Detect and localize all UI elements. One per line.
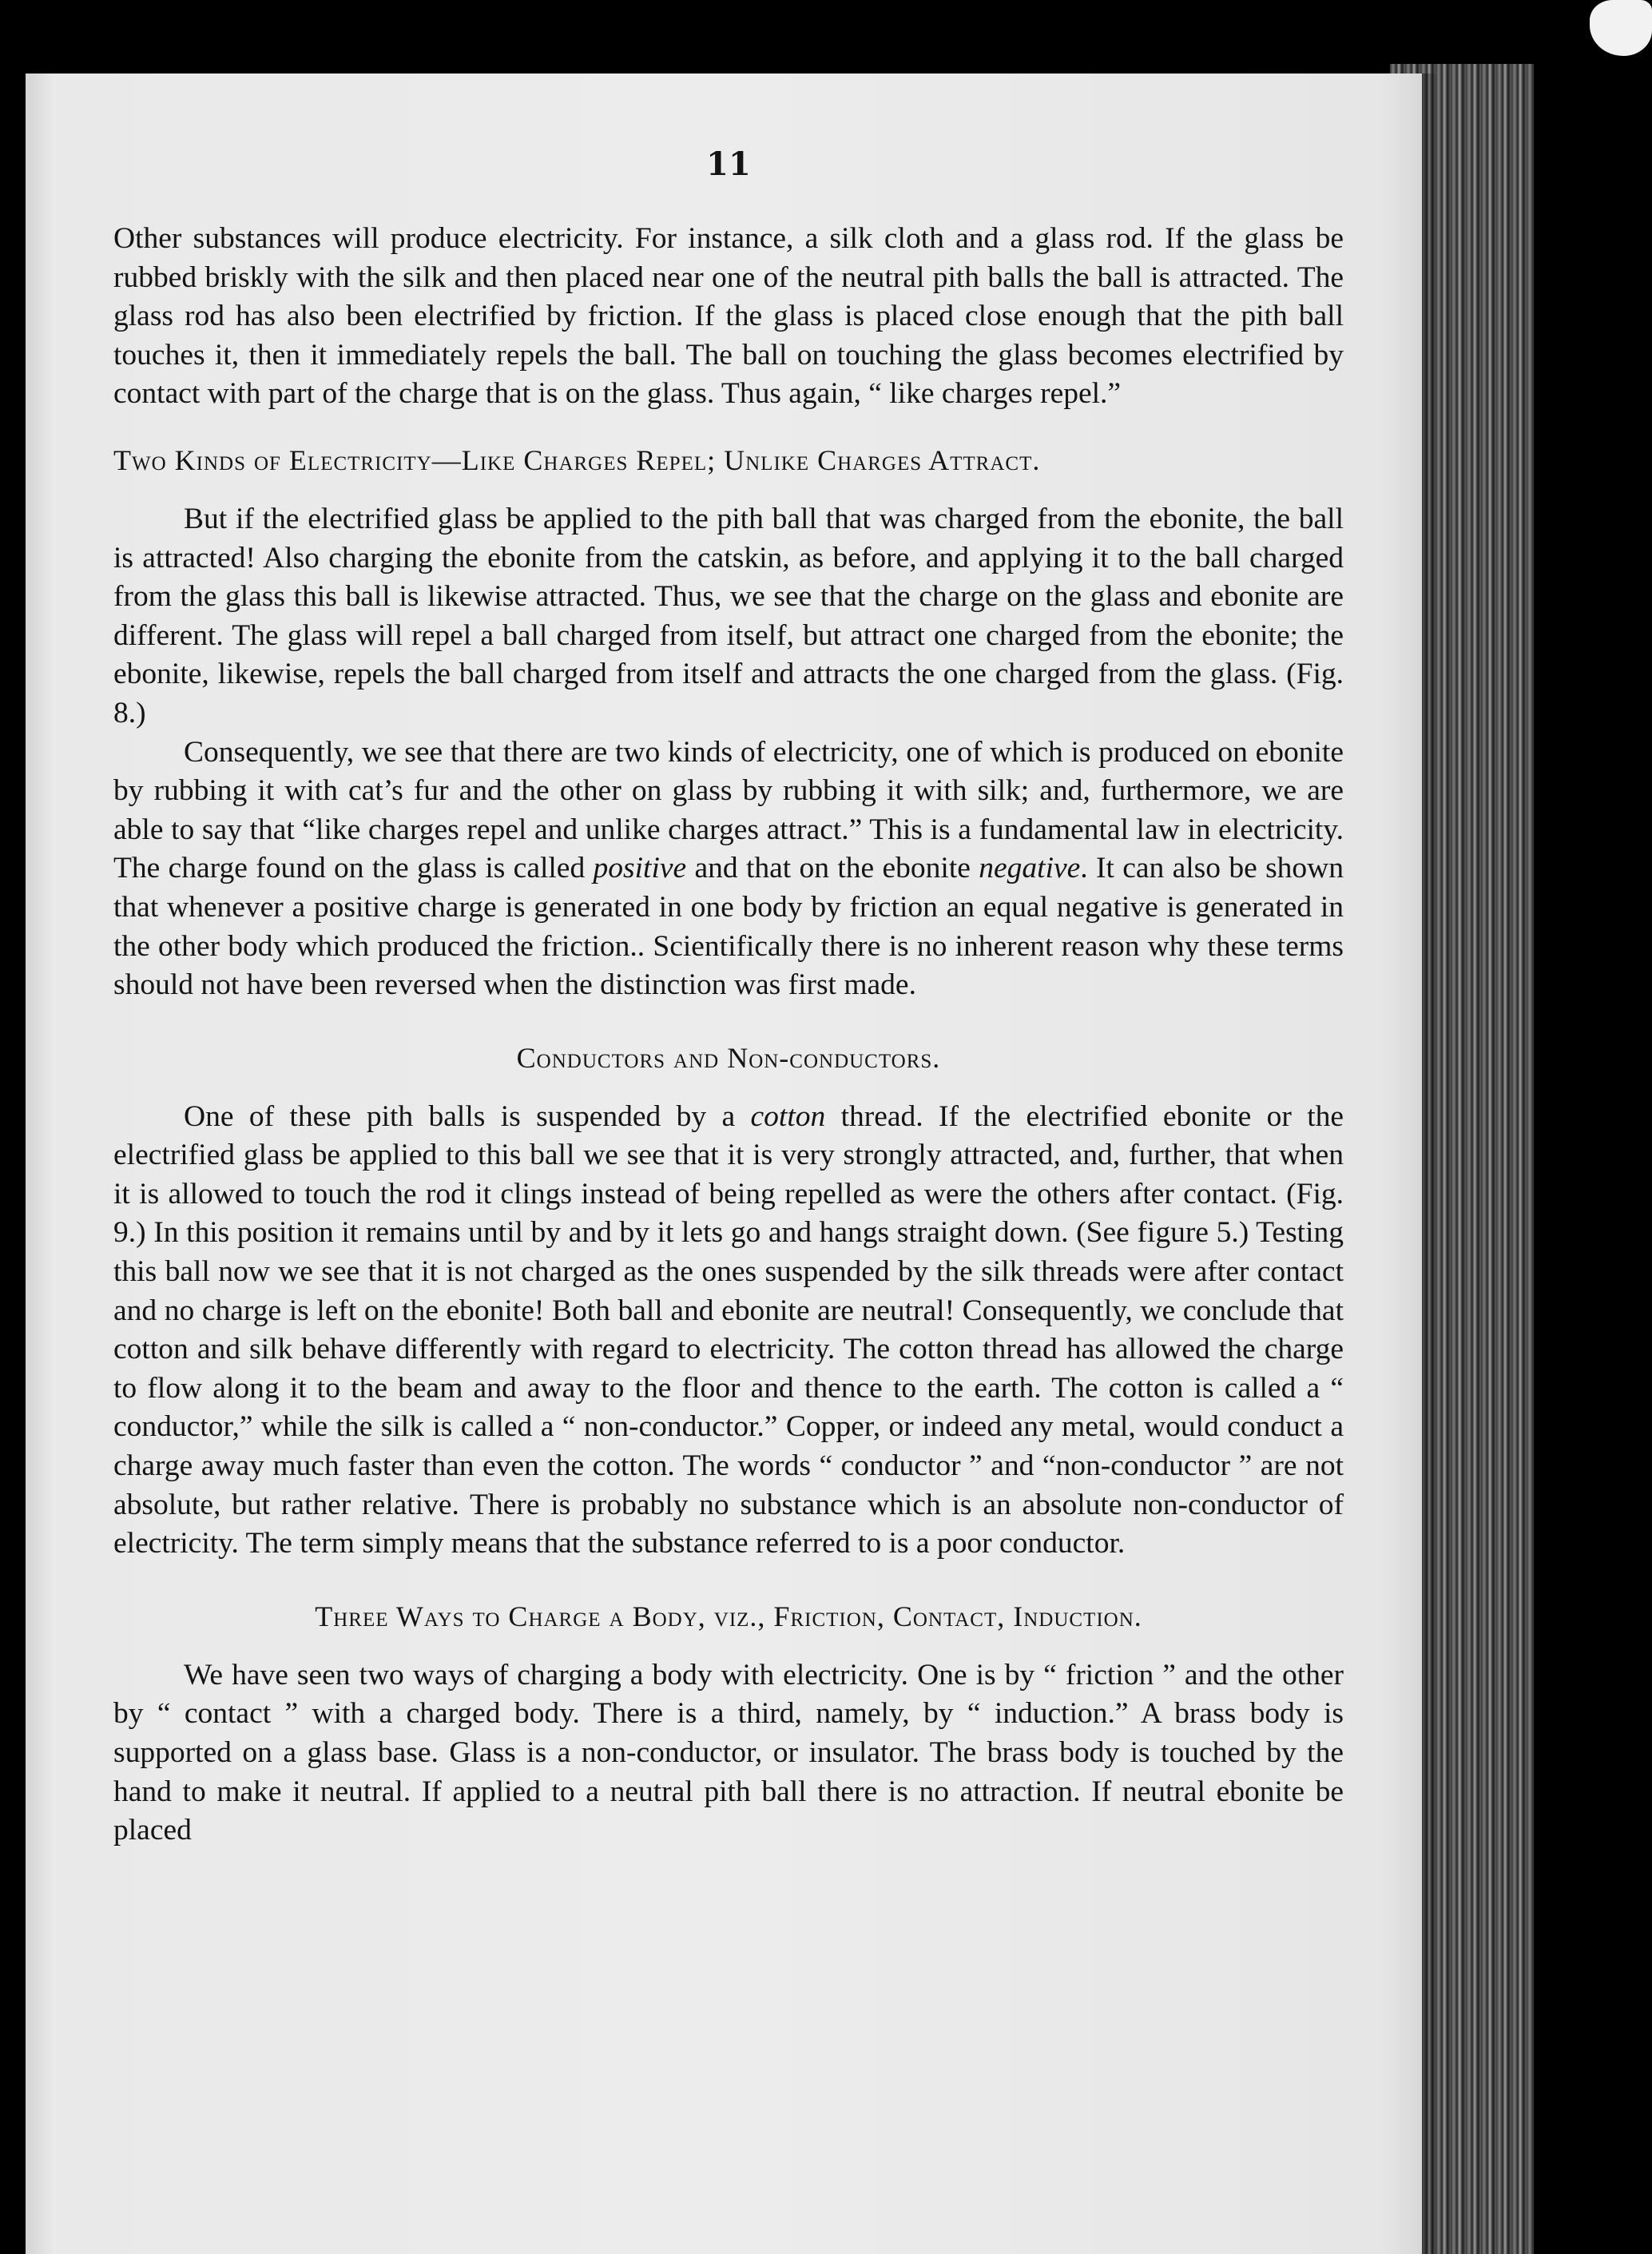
- page-gutter-shadow: [1422, 74, 1438, 2254]
- term-negative: negative: [979, 852, 1081, 885]
- term-cotton: cotton: [750, 1099, 826, 1133]
- paragraph-3-text-2: and that on the ebonite: [686, 852, 979, 885]
- book-page: [26, 74, 1422, 2254]
- page-number: 11: [706, 145, 751, 183]
- paragraph-3-text-3: . It can also be shown that whenever a positive charge is generated in one body by friction an equal negative is generated in the other body which produced the friction.. Scientifically there is no inherent reason why these terms should not have been reversed when the distinction was first made.: [113, 852, 1344, 1002]
- paragraph-5: We have seen two ways of charging a body with electricity. One is by “ friction ” and the other by “ contact ” with a charged body. There is a third, namely, by “ induction.” A brass body is supported on a glass base. Glass is a non-conductor, or insulator. The brass body is touched by the hand to make it neutral. If applied to a neutral pith ball there is no attraction. If neutral ebonite be placed: [113, 1658, 1344, 1847]
- paragraph-3-text-1: Consequently, we see that there are two kinds of electricity, one of which is produced on ebonite by rubbing it with cat’s fur and the other on glass by rubbing it with silk; and, furthermore, we are able to say that “like charges repel and unlike charges attract.” This is a fundamental law in electricity. The charge found on the glass is called: [113, 735, 1344, 885]
- section-heading-three-ways: Three Ways to Charge a Body, viz., Friction, Contact, Induction.: [315, 1600, 1142, 1632]
- paper-scrap: [1590, 0, 1652, 56]
- paragraph-1: Other substances will produce electricity. For instance, a silk cloth and a glass rod. If the glass be rubbed briskly with the silk and then placed near one of the neutral pith balls the ball is attracted. The glass rod has also been electrified by friction. If the glass is placed close enough that the pith ball touches it, then it immediately repels the ball. The ball on touching the glass becomes electrified by contact with part of the charge that is on the glass. Thus again, “ like charges repel.”: [113, 222, 1344, 411]
- section-heading-two-kinds: Two Kinds of Electricity—Like Charges Repel; Unlike Charges Attract.: [113, 443, 1041, 476]
- section-heading-conductors: Conductors and Non-conductors.: [516, 1041, 941, 1074]
- paragraph-4-text-2: thread. If the electrified ebonite or the electrified glass be applied to this ball we see that it is very strongly attracted, and, further, that when it is allowed to touch the rod it clings instead of being repelled as were the others after contact. (Fig. 9.) In this position it remains until by and by it lets go and hangs straight down. (See figure 5.) Testing this ball now we see that it is not charged as the ones suspended by the silk threads were after contact and no charge is left on the ebonite! Both ball and ebonite are neutral! Consequently, we conclude that cotton and silk behave differently with regard to electricity. The cotton thread has allowed the charge to flow along it to the beam and away to the floor and thence to the earth. The cotton is called a “ conductor,” while the silk is called a “ non-conductor.” Copper, or indeed any metal, would conduct a charge away much faster than even the cotton. The words “ conductor ” and “non-conductor ” are not absolute, but rather relative. There is probably no substance which is an absolute non-conductor of electricity. The term simply means that the substance referred to is a poor conductor.: [113, 1099, 1344, 1560]
- term-positive: positive: [593, 852, 687, 885]
- page-content: [113, 145, 1344, 1851]
- paragraph-3: [113, 733, 1344, 1005]
- paragraph-4: [113, 1098, 1344, 1564]
- paragraph-4-text-1: One of these pith balls is suspended by a: [184, 1099, 751, 1133]
- paragraph-2: But if the electrified glass be applied to the pith ball that was charged from the ebonite, the ball is attracted! Also charging the ebonite from the catskin, as before, and applying it to the ball charged from the glass this ball is likewise attracted. Thus, we see that the charge on the glass and ebonite are different. The glass will repel a ball charged from itself, but attract one charged from the ebonite; the ebonite, likewise, repels the ball charged from itself and attracts the one charged from the glass. (Fig. 8.): [113, 502, 1344, 729]
